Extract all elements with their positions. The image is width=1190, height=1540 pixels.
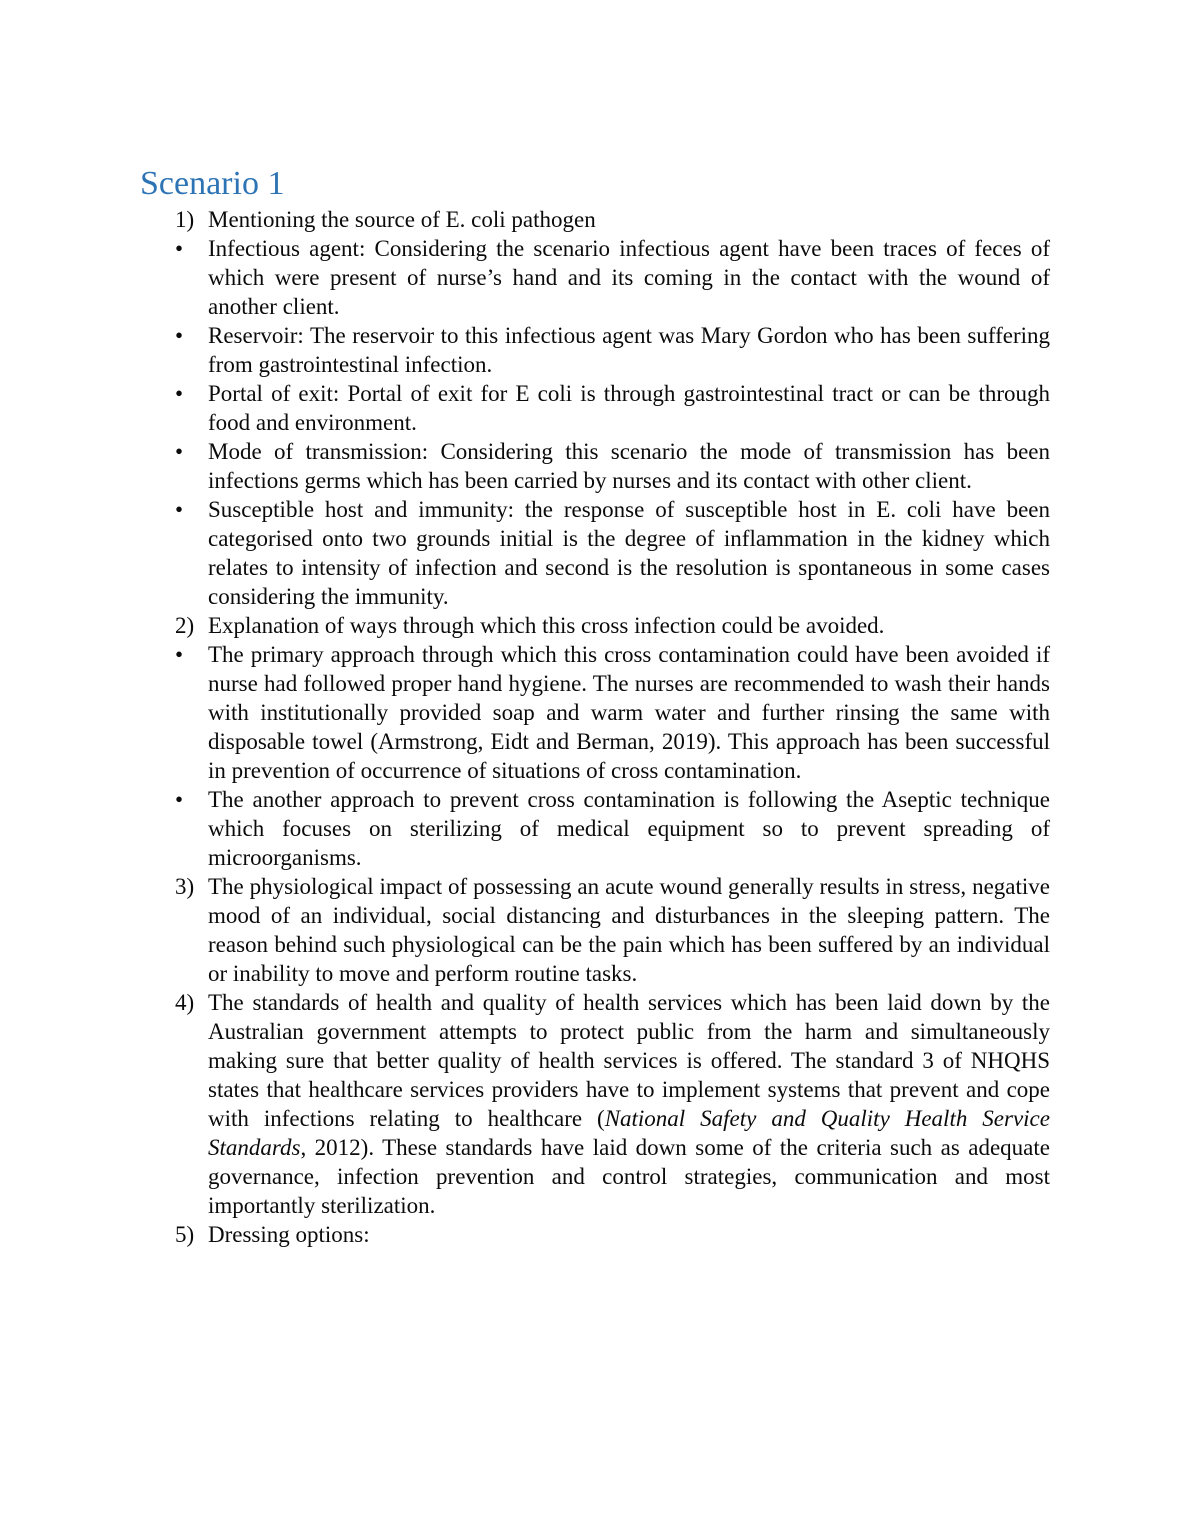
numbered-list-item [140, 988, 1050, 1220]
paragraph-text [208, 872, 1050, 988]
text-run: Susceptible host and immunity: the response of susceptible host in E. coli have been categorised onto two grounds initial is the degree of inflammation in the kidney which relates to intensity of infection and second is the resolution is spontaneous in some cases considering the immunity. [208, 497, 1050, 609]
paragraph-text [208, 495, 1050, 611]
number-marker: 2) [175, 613, 195, 638]
number-marker: 5) [175, 1222, 195, 1247]
document-heading: Scenario 1 [140, 165, 285, 202]
paragraph-text [208, 640, 1050, 785]
paragraph-text [208, 1220, 1050, 1249]
text-run: The primary approach through which this cross contamination could have been avoided if nurse had followed proper hand hygiene. The nurses are recommended to wash their hands with institutionally provided soap and warm water and further rinsing the same with disposable towel (Armstrong, Eidt and Berman, 2019). This approach has been successful in prevention of occurrence of situations of cross contamination. [208, 642, 1050, 783]
numbered-list-item [140, 205, 1050, 234]
bullet-marker: • [175, 439, 184, 464]
paragraph-text [208, 379, 1050, 437]
bullet-list-item [140, 437, 1050, 495]
text-run: Portal of exit: Portal of exit for E coli is through gastrointestinal tract or can be through food and environment. [208, 381, 1050, 435]
paragraph-text [208, 205, 1050, 234]
paragraph-text [208, 234, 1050, 321]
paragraph-text [208, 785, 1050, 872]
paragraph-text [208, 611, 1050, 640]
numbered-list-item [140, 611, 1050, 640]
text-run: Mentioning the source of E. coli pathogen [208, 207, 596, 232]
bullet-list-item [140, 234, 1050, 321]
paragraph-text [208, 437, 1050, 495]
text-run: Explanation of ways through which this cross infection could be avoided. [208, 613, 885, 638]
text-run: , 2012). These standards have laid down some of the criteria such as adequate governance, infection prevention and control strategies, communication and most importantly sterilization. [208, 1135, 1050, 1218]
bullet-marker: • [175, 787, 184, 812]
text-run: Reservoir: The reservoir to this infectious agent was Mary Gordon who has been suffering from gastrointestinal infection. [208, 323, 1050, 377]
document-list [140, 205, 1050, 1249]
text-run: Infectious agent: Considering the scenario infectious agent have been traces of feces of which were present of nurse’s hand and its coming in the contact with the wound of another client. [208, 236, 1050, 319]
bullet-marker: • [175, 497, 184, 522]
bullet-marker: • [175, 381, 184, 406]
numbered-list-item [140, 872, 1050, 988]
number-marker: 3) [175, 874, 195, 899]
bullet-list-item [140, 495, 1050, 611]
italic-text-run: National Safety and Quality Health Service Standards [208, 1106, 1050, 1160]
numbered-list-item [140, 1220, 1050, 1249]
text-run: Mode of transmission: Considering this scenario the mode of transmission has been infections germs which has been carried by nurses and its contact with other client. [208, 439, 1050, 493]
paragraph-text [208, 321, 1050, 379]
bullet-marker: • [175, 323, 184, 348]
text-run: The standards of health and quality of health services which has been laid down by the Australian government attempts to protect public from the harm and simultaneously making sure that better quality of health services is offered. The standard 3 of NHQHS states that healthcare services providers have to implement systems that prevent and cope with infections relating to healthcare ( [208, 990, 1050, 1131]
bullet-marker: • [175, 642, 184, 667]
bullet-marker: • [175, 236, 184, 261]
bullet-list-item [140, 785, 1050, 872]
number-marker: 1) [175, 207, 195, 232]
bullet-list-item [140, 379, 1050, 437]
text-run: The physiological impact of possessing an acute wound generally results in stress, negative mood of an individual, social distancing and disturbances in the sleeping pattern. The reason behind such physiological can be the pain which has been suffered by an individual or inability to move and perform routine tasks. [208, 874, 1050, 986]
number-marker: 4) [175, 990, 195, 1015]
paragraph-text [208, 988, 1050, 1220]
bullet-list-item [140, 640, 1050, 785]
bullet-list-item [140, 321, 1050, 379]
text-run: The another approach to prevent cross contamination is following the Aseptic technique which focuses on sterilizing of medical equipment so to prevent spreading of microorganisms. [208, 787, 1050, 870]
text-run: Dressing options: [208, 1222, 370, 1247]
